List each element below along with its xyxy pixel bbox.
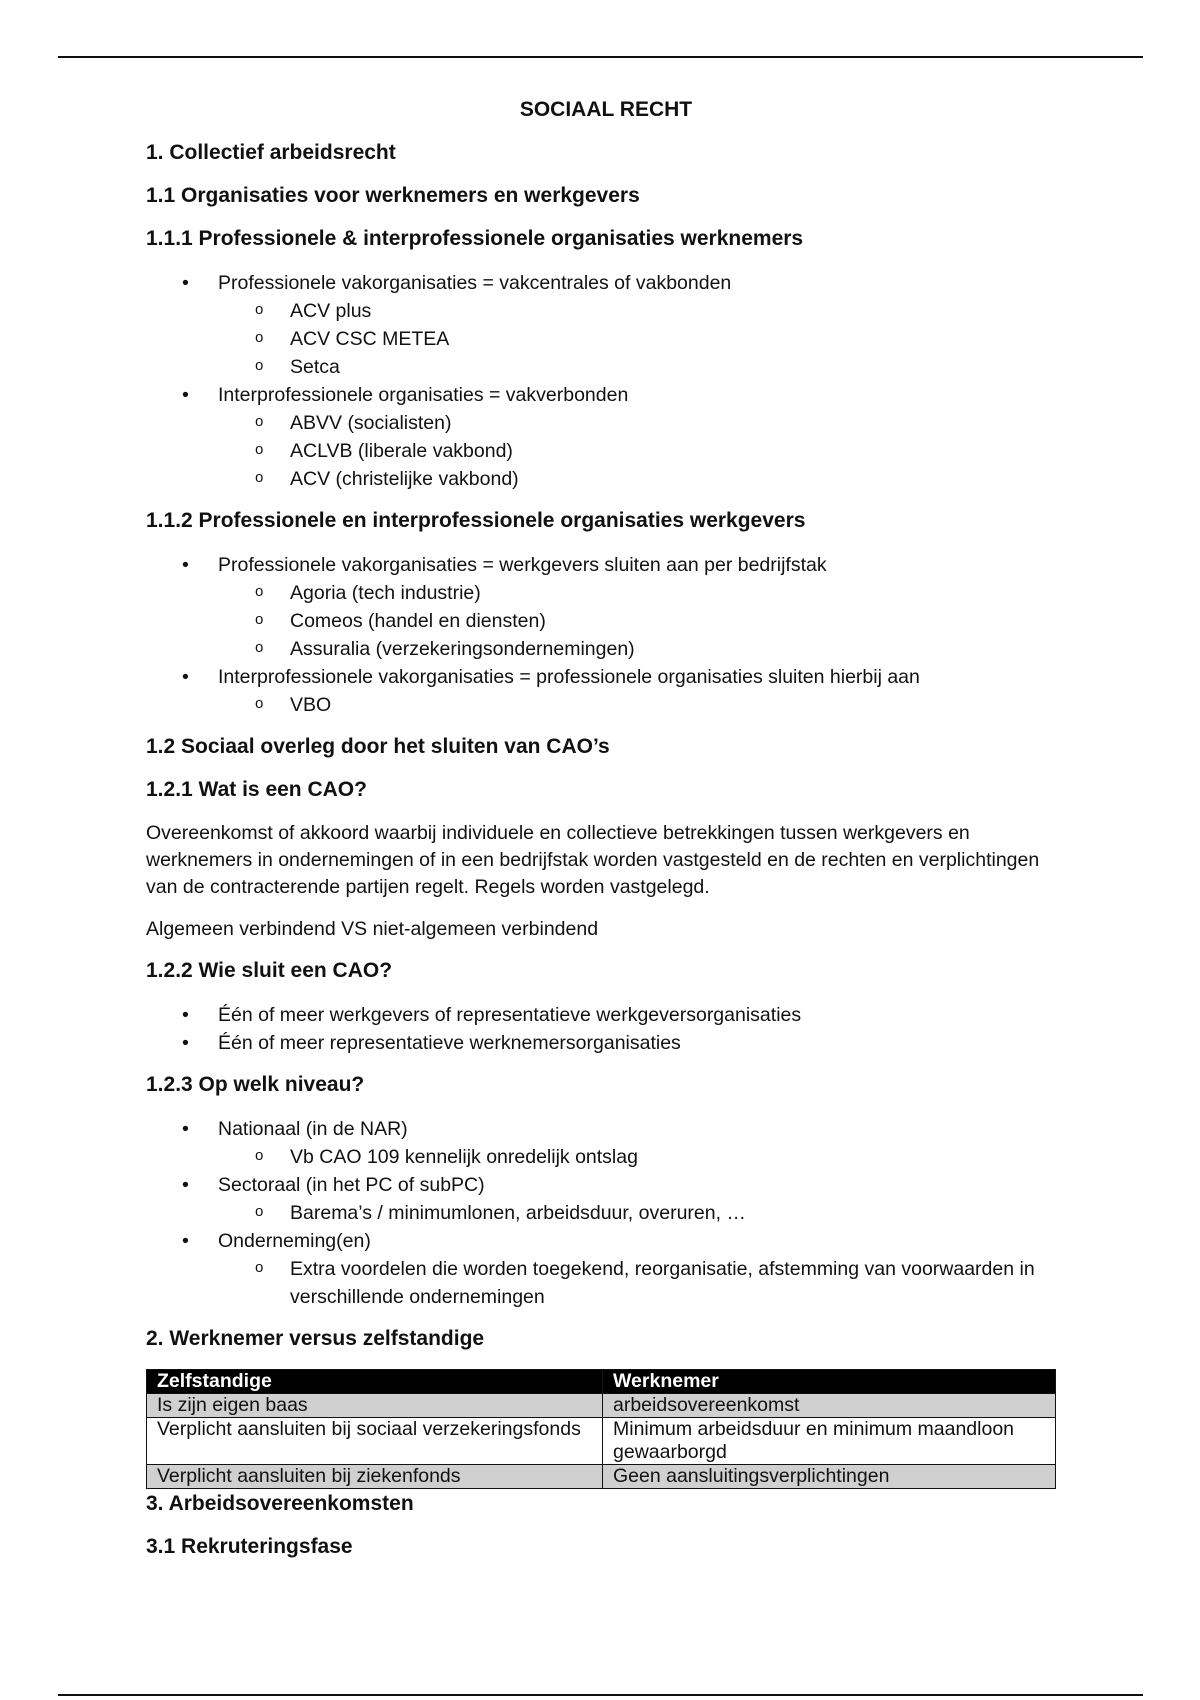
table-row [147,1394,1056,1418]
section-2-heading: 2. Werknemer versus zelfstandige [146,1327,485,1350]
section-3-heading: 3. Arbeidsovereenkomsten [146,1492,414,1515]
section-1-2-heading: 1.2 Sociaal overleg door het sluiten van CAO’s [146,735,610,758]
table-cell: arbeidsovereenkomst [603,1394,1056,1418]
list-item: o Comeos (handel en diensten) [146,607,1066,635]
list-item: • Interprofessionele organisaties = vakverbonden o ABVV (socialisten) o ACLVB (liberale vakbond) o ACV (christelijke vakbond) [146,381,1066,493]
table-cell: Is zijn eigen baas [147,1394,603,1418]
list-item: o Assuralia (verzekeringsondernemingen) [146,635,1066,663]
section-1-1-1-heading: 1.1.1 Professionele & interprofessionele organisaties werknemers [146,227,804,250]
list-item: • Professionele vakorganisaties = werkgevers sluiten aan per bedrijfstak o Agoria (tech industrie) o Comeos (handel en diensten) o Assuralia (verzekeringsondernemingen) [146,551,1066,663]
cao-levels-list [146,1115,1066,1311]
bottom-rule [58,1694,1143,1696]
table-header-cell: Werknemer [603,1370,1056,1394]
table-header-cell: Zelfstandige [147,1370,603,1394]
list-item: • Professionele vakorganisaties = vakcentrales of vakbonden o ACV plus o ACV CSC METEA o Setca [146,269,1066,381]
section-1-1-2-heading: 1.1.2 Professionele en interprofessionele organisaties werkgevers [146,509,806,532]
document-page [146,98,1066,1577]
cao-parties-list [146,1001,1066,1057]
list-item: o ACV (christelijke vakbond) [146,465,1066,493]
list-item: • Sectoraal (in het PC of subPC) o Barema’s / minimumlonen, arbeidsduur, overuren, … [146,1171,1066,1227]
list-item: • Onderneming(en) o Extra voordelen die worden toegekend, reorganisatie, afstemming van voorwaarden in verschillende ondernemingen [146,1227,1066,1311]
list-item: • Één of meer werkgevers of representatieve werkgeversorganisaties [146,1001,1066,1029]
employer-organisations-list [146,551,1066,719]
comparison-table [146,1369,1056,1489]
cao-definition-paragraph: Overeenkomst of akkoord waarbij individuele en collectieve betrekkingen tussen werkgevers en werknemers in ondernemingen of in een bedrijfstak worden vastgesteld en de rechten en verplichtingen van de contracterende partijen regelt. Regels worden vastgelegd. [146,822,1040,898]
list-item: o VBO [146,691,1066,719]
section-1-2-2-heading: 1.2.2 Wie sluit een CAO? [146,959,393,982]
list-item: • Interprofessionele vakorganisaties = professionele organisaties sluiten hierbij aan o VBO [146,663,1066,719]
section-1-1-heading: 1.1 Organisaties voor werknemers en werkgevers [146,184,640,207]
list-item: o Agoria (tech industrie) [146,579,1066,607]
table-row [147,1418,1056,1465]
list-item: o ACLVB (liberale vakbond) [146,437,1066,465]
document-title: SOCIAAL RECHT [519,98,693,121]
cao-binding-paragraph: Algemeen verbindend VS niet-algemeen verbindend [146,918,599,940]
table-header-row [147,1370,1056,1394]
list-item: o ABVV (socialisten) [146,409,1066,437]
section-1-heading: 1. Collectief arbeidsrecht [146,141,396,164]
list-item: • Nationaal (in de NAR) o Vb CAO 109 kennelijk onredelijk ontslag [146,1115,1066,1171]
section-1-2-1-heading: 1.2.1 Wat is een CAO? [146,778,367,801]
list-item: o Vb CAO 109 kennelijk onredelijk ontslag [146,1143,1066,1171]
table-cell: Geen aansluitingsverplichtingen [603,1465,1056,1489]
list-item: • Één of meer representatieve werknemersorganisaties [146,1029,1066,1057]
list-item: o ACV CSC METEA [146,325,1066,353]
table-cell: Verplicht aansluiten bij sociaal verzekeringsfonds [147,1418,603,1465]
worker-organisations-list [146,269,1066,493]
list-item: o ACV plus [146,297,1066,325]
list-item: o Setca [146,353,1066,381]
table-row [147,1465,1056,1489]
section-3-1-heading: 3.1 Rekruteringsfase [146,1535,353,1558]
list-item: o Extra voordelen die worden toegekend, reorganisatie, afstemming van voorwaarden in verschillende ondernemingen [146,1255,1066,1311]
table-cell: Minimum arbeidsduur en minimum maandloon gewaarborgd [603,1418,1056,1465]
section-1-2-3-heading: 1.2.3 Op welk niveau? [146,1073,365,1096]
top-rule [58,56,1143,58]
list-item: o Barema’s / minimumlonen, arbeidsduur, overuren, … [146,1199,1066,1227]
table-cell: Verplicht aansluiten bij ziekenfonds [147,1465,603,1489]
